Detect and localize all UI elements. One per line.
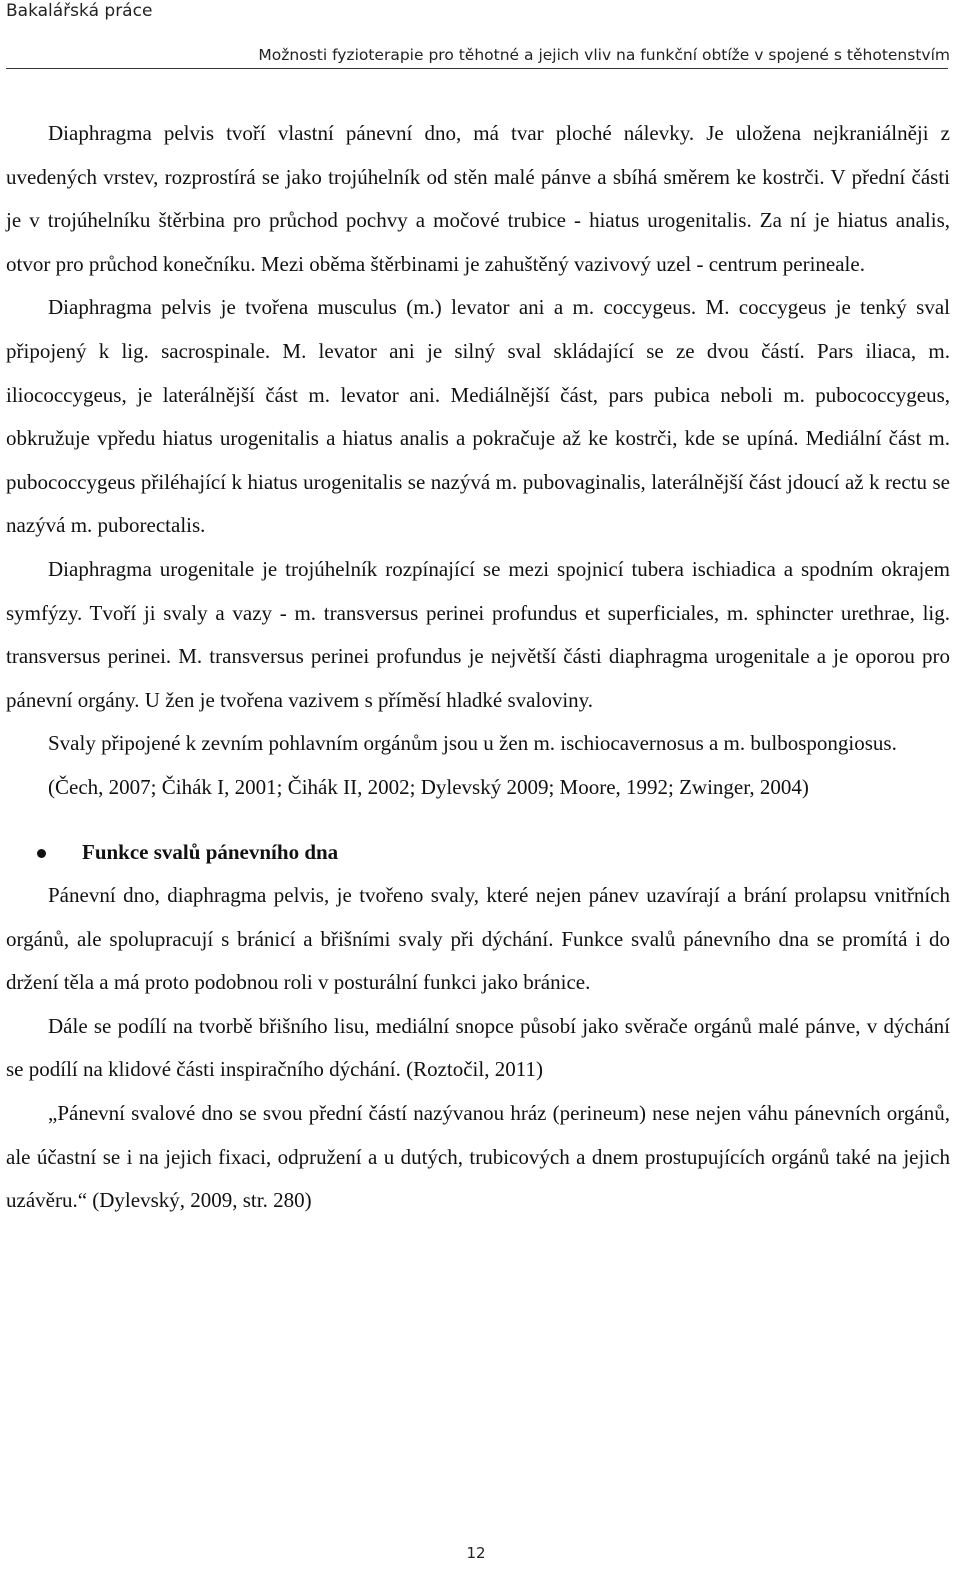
page-body	[6, 112, 950, 1223]
section-heading	[6, 831, 950, 875]
paragraph-levator-ani: Diaphragma pelvis je tvořena musculus (m.) levator ani a m. coccygeus. M. coccygeus je tenký sval připojený k lig. sacrospinale. M. levator ani je silný sval skládající se ze dvou částí. Pars iliaca, m. iliococcygeus, je laterálnější část m. levator ani. Mediálnější část, pars pubica neboli m. pubococcygeus, obkružuje vpředu hiatus urogenitalis a hiatus analis a pokračuje až ke kostrči, kde se upíná. Mediální část m. pubococcygeus přiléhající k hiatus urogenitalis se nazývá m. pubovaginalis, laterálnější část jdoucí až k rectu se nazývá m. puborectalis.	[6, 295, 950, 538]
header-thesis-type: Bakalářská práce	[6, 1, 153, 21]
paragraph-quote-dylevsky: „Pánevní svalové dno se svou přední částí nazývanou hráz (perineum) nese nejen váhu pánevních orgánů, ale účastní se i na jejich fixaci, odpružení a u dutých, trubicových a dnem prostupujících orgánů také na jejich uzávěru.“ (Dylevský, 2009, str. 280)	[6, 1101, 950, 1213]
paragraph-pelvic-floor-function: Pánevní dno, diaphragma pelvis, je tvořeno svaly, které nejen pánev uzavírají a brání prolapsu vnitřních orgánů, ale spolupracují s bránicí a břišními svaly při dýchání. Funkce svalů pánevního dna se promítá i do držení těla a má proto podobnou roli v posturální funkci jako bránice.	[6, 883, 950, 995]
paragraph-citations: (Čech, 2007; Čihák I, 2001; Čihák II, 2002; Dylevský 2009; Moore, 1992; Zwinger, 2004)	[48, 774, 809, 799]
section-heading-text: Funkce svalů pánevního dna	[82, 839, 339, 864]
header-thesis-title: Možnosti fyzioterapie pro těhotné a jejich vliv na funkční obtíže v spojené s těhotenstvím	[258, 46, 950, 64]
header-divider	[6, 68, 948, 69]
paragraph-external-genital-muscles: Svaly připojené k zevním pohlavním orgánům jsou u žen m. ischiocavernosus a m. bulbospongiosus.	[48, 731, 897, 756]
paragraph-diaphragma-pelvis-intro: Diaphragma pelvis tvoří vlastní pánevní dno, má tvar ploché nálevky. Je uložena nejkraniálněji z uvedených vrstev, rozprostírá se jako trojúhelník od stěn malé pánve a sbíhá směrem ke kostrči. V přední části je v trojúhelníku štěrbina pro průchod pochvy a močové trubice - hiatus urogenitalis. Za ní je hiatus analis, otvor pro průchod konečníku. Mezi oběma štěrbinami je zahuštěný vazivový uzel - centrum perineale.	[6, 121, 950, 276]
page-number: 12	[466, 1544, 486, 1562]
bullet-icon	[37, 849, 46, 858]
paragraph-diaphragma-urogenitale: Diaphragma urogenitale je trojúhelník rozpínající se mezi spojnicí tubera ischiadica a spodním okrajem symfýzy. Tvoří ji svaly a vazy - m. transversus perinei profundus et superficiales, m. sphincter urethrae, lig. transversus perinei. M. transversus perinei profundus je největší části diaphragma urogenitale a je oporou pro pánevní orgány. U žen je tvořena vazivem s příměsí hladké svaloviny.	[6, 556, 950, 712]
paragraph-abdominal-press: Dále se podílí na tvorbě břišního lisu, mediální snopce působí jako svěrače orgánů malé pánve, v dýchání se podílí na klidové části inspiračního dýchání. (Roztočil, 2011)	[6, 1013, 950, 1082]
